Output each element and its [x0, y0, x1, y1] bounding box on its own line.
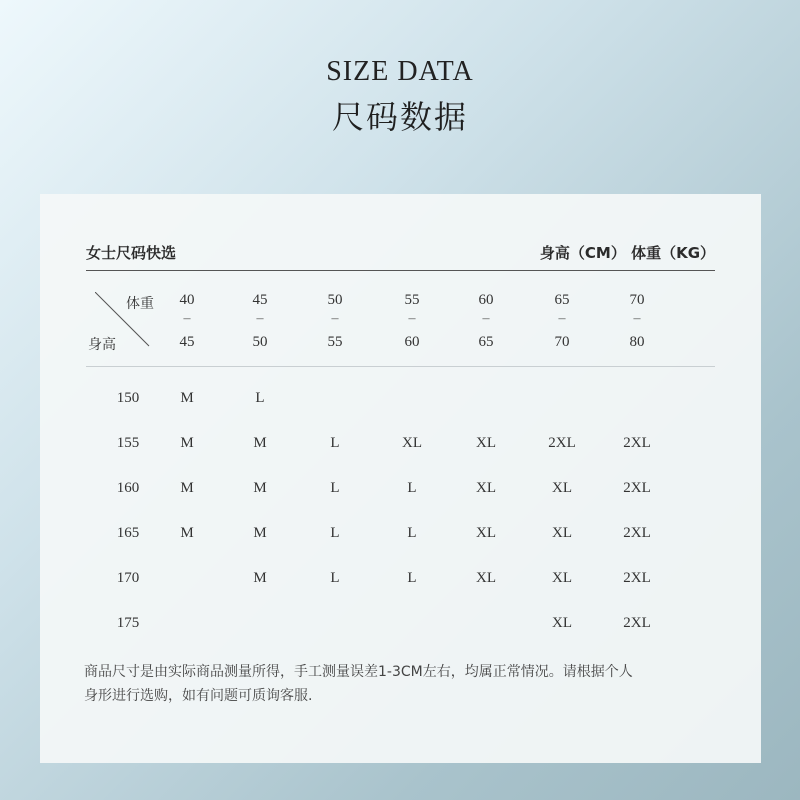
size-cell: M	[253, 480, 267, 496]
column-header-divider	[86, 366, 715, 367]
weight-range-column	[230, 292, 290, 354]
size-cell: M	[253, 570, 267, 586]
weight-range-to: 45	[179, 334, 195, 350]
size-cell: XL	[552, 480, 572, 496]
weight-range-dash: –	[482, 311, 490, 326]
size-cell: L	[330, 435, 340, 451]
height-row-label: 175	[116, 615, 140, 631]
size-cell: L	[255, 390, 265, 406]
weight-range-from: 45	[252, 292, 268, 308]
weight-range-dash: –	[408, 311, 416, 326]
size-cell: 2XL	[623, 525, 651, 541]
table-units: 身高（CM） 体重（KG）	[539, 244, 715, 262]
size-cell: XL	[552, 615, 572, 631]
weight-range-column	[157, 292, 217, 354]
weight-range-column	[382, 292, 442, 354]
corner-height-label: 身高	[88, 337, 116, 353]
size-cell: 2XL	[623, 570, 651, 586]
height-row-label: 165	[116, 525, 140, 541]
weight-range-column	[607, 292, 667, 354]
weight-range-from: 70	[629, 292, 645, 308]
height-row-label: 160	[116, 480, 140, 496]
size-chart-panel	[40, 194, 761, 763]
size-cell: XL	[552, 570, 572, 586]
weight-range-to: 70	[554, 334, 570, 350]
table-title: 女士尺码快选	[86, 244, 177, 262]
weight-range-to: 55	[327, 334, 343, 350]
note-line-2: 身形进行选购，如有问题可质询客服.	[84, 688, 313, 704]
size-cell: XL	[552, 525, 572, 541]
height-row-label: 150	[116, 390, 140, 406]
weight-range-dash: –	[256, 311, 264, 326]
size-cell: L	[330, 480, 340, 496]
weight-range-from: 40	[179, 292, 195, 308]
weight-range-to: 65	[478, 334, 494, 350]
weight-range-to: 60	[404, 334, 420, 350]
weight-range-to: 50	[252, 334, 268, 350]
size-cell: M	[253, 525, 267, 541]
weight-range-column	[532, 292, 592, 354]
height-row-label: 155	[116, 435, 140, 451]
size-cell: 2XL	[623, 615, 651, 631]
size-cell: L	[407, 480, 417, 496]
table-header	[86, 242, 715, 270]
size-cell: L	[407, 525, 417, 541]
weight-range-from: 65	[554, 292, 570, 308]
size-cell: 2XL	[548, 435, 576, 451]
corner-weight-label: 体重	[126, 296, 154, 312]
weight-range-dash: –	[331, 311, 339, 326]
size-cell: 2XL	[623, 435, 651, 451]
size-cell: L	[407, 570, 417, 586]
weight-range-dash: –	[558, 311, 566, 326]
weight-range-from: 55	[404, 292, 420, 308]
weight-range-to: 80	[629, 334, 645, 350]
size-cell: XL	[476, 570, 496, 586]
size-cell: XL	[402, 435, 422, 451]
weight-range-dash: –	[183, 311, 191, 326]
size-cell: XL	[476, 480, 496, 496]
weight-range-from: 50	[327, 292, 343, 308]
weight-range-column	[305, 292, 365, 354]
size-cell: M	[180, 525, 194, 541]
size-cell: L	[330, 570, 340, 586]
size-cell: L	[330, 525, 340, 541]
weight-range-column	[456, 292, 516, 354]
header-divider	[86, 270, 715, 271]
size-cell: XL	[476, 525, 496, 541]
size-cell: M	[180, 390, 194, 406]
page-title-en: SIZE DATA	[326, 56, 474, 87]
size-cell: 2XL	[623, 480, 651, 496]
note-line-1: 商品尺寸是由实际商品测量所得，手工测量误差1-3CM左右，均属正常情况。请根据个人	[84, 664, 633, 680]
size-cell: M	[253, 435, 267, 451]
size-cell: M	[180, 435, 194, 451]
page-title-cn: 尺码数据	[331, 98, 468, 136]
weight-range-from: 60	[478, 292, 494, 308]
height-row-label: 170	[116, 570, 140, 586]
size-cell: XL	[476, 435, 496, 451]
size-cell: M	[180, 480, 194, 496]
weight-range-dash: –	[633, 311, 641, 326]
measurement-note	[84, 660, 724, 708]
